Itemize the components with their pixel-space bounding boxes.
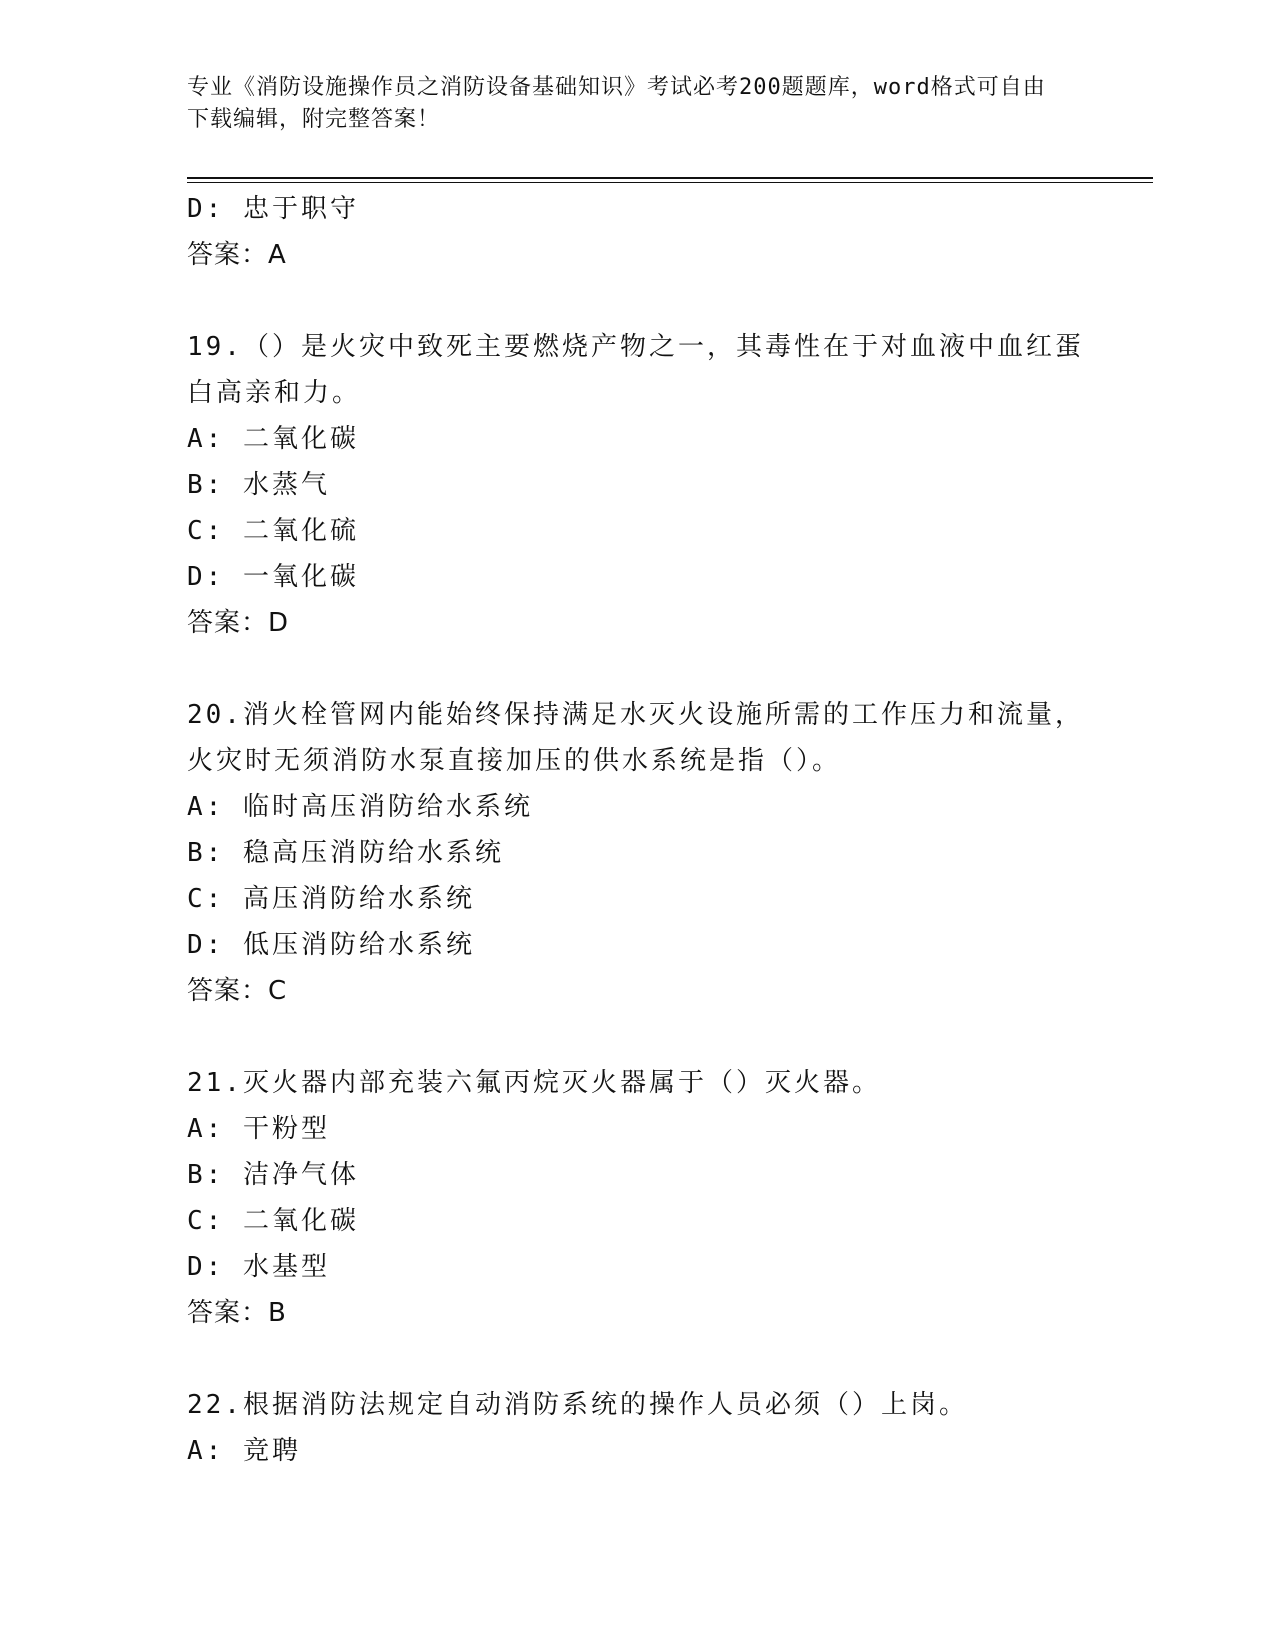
header-title: 专业《消防设施操作员之消防设备基础知识》考试必考200题题库，word格式可自由下载编辑，附完整答案！ (187, 75, 1046, 132)
option-b: B: 水蒸气 (187, 470, 330, 500)
answer: 答案：B (187, 1298, 287, 1328)
carryover-answer: 答案：A (187, 240, 287, 270)
option-b: B: 洁净气体 (187, 1160, 359, 1190)
spacer (187, 1336, 1087, 1382)
page-header (187, 72, 1067, 136)
question-22 (187, 1382, 1087, 1474)
option-a: A: 二氧化碳 (187, 424, 359, 454)
question-stem: 20.消火栓管网内能始终保持满足水灭火设施所需的工作压力和流量，火灾时无须消防水泵直接加压的供水系统是指（）。 (187, 700, 1084, 776)
question-19 (187, 324, 1087, 646)
option-a: A: 干粉型 (187, 1114, 330, 1144)
option-d: D: 一氧化碳 (187, 562, 359, 592)
option-d: D: 水基型 (187, 1252, 330, 1282)
spacer (187, 646, 1087, 692)
option-d: D: 低压消防给水系统 (187, 930, 475, 960)
spacer (187, 1014, 1087, 1060)
header-divider-thick (187, 177, 1153, 179)
question-stem: 19.（）是火灾中致死主要燃烧产物之一，其毒性在于对血液中血红蛋白高亲和力。 (187, 332, 1084, 408)
option-a: A: 临时高压消防给水系统 (187, 792, 533, 822)
answer: 答案：D (187, 608, 290, 638)
option-c: C: 高压消防给水系统 (187, 884, 475, 914)
option-c: C: 二氧化碳 (187, 1206, 359, 1236)
option-c: C: 二氧化硫 (187, 516, 359, 546)
question-content (187, 186, 1087, 1474)
header-divider-thin (187, 182, 1153, 183)
option-b: B: 稳高压消防给水系统 (187, 838, 504, 868)
question-stem: 21.灭火器内部充装六氟丙烷灭火器属于（）灭火器。 (187, 1068, 881, 1098)
spacer (187, 278, 1087, 324)
question-21 (187, 1060, 1087, 1336)
carryover-option-d: D: 忠于职守 (187, 194, 359, 224)
question-stem: 22.根据消防法规定自动消防系统的操作人员必须（）上岗。 (187, 1390, 968, 1420)
question-20 (187, 692, 1087, 1014)
option-a: A: 竞聘 (187, 1436, 301, 1466)
answer: 答案：C (187, 976, 288, 1006)
